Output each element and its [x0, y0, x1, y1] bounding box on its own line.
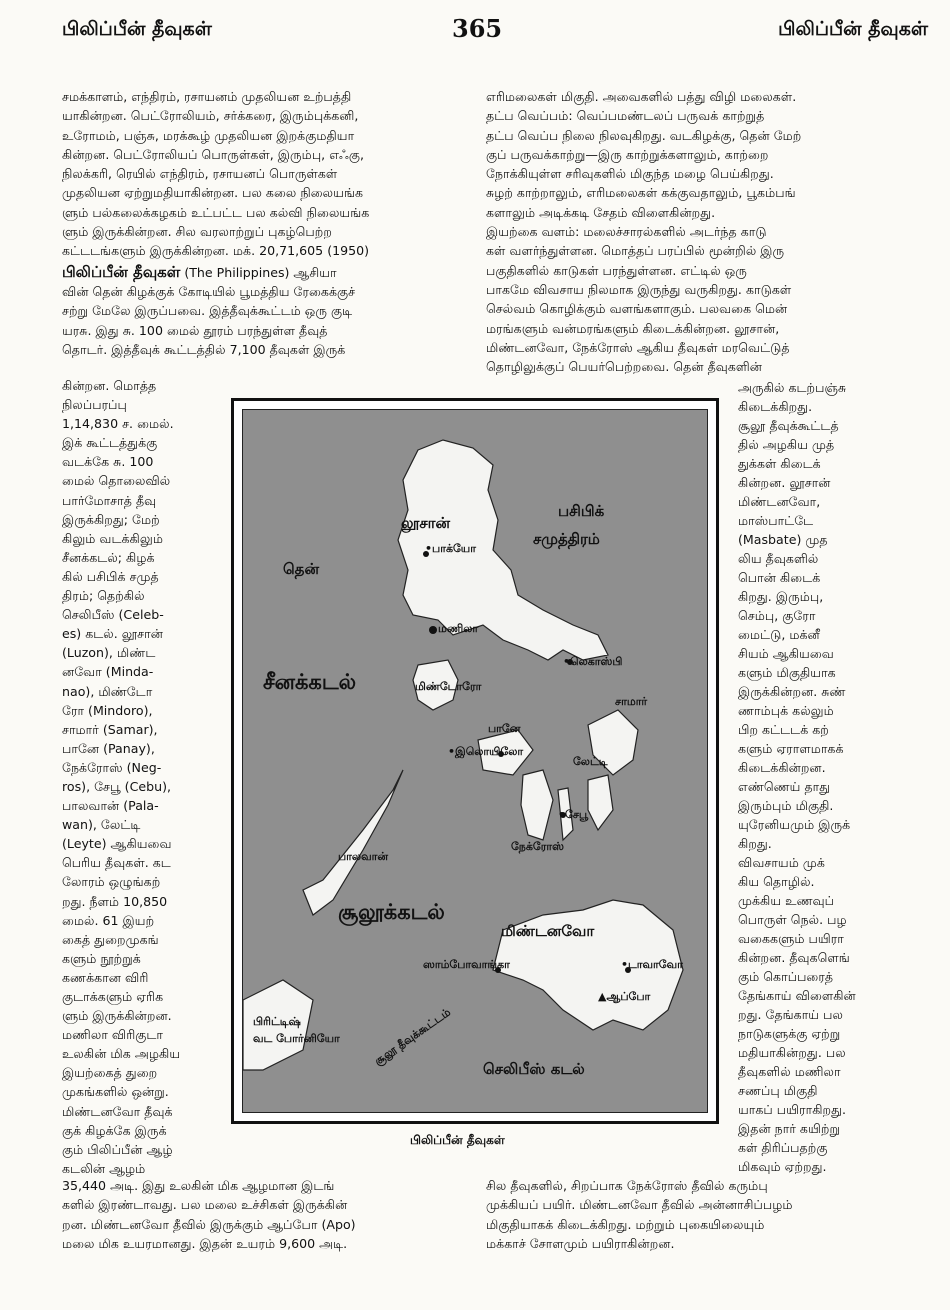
- text-line: இயற்கைத் துறை: [62, 1065, 158, 1081]
- text-line: துக்கள் கிடைக்: [738, 456, 821, 471]
- text-line: செம்பு, குரோ: [738, 608, 816, 623]
- text-line: கிடைக்கிறது.: [738, 399, 813, 414]
- text-line: ros), சேபூ (Cebu),: [62, 778, 172, 794]
- text-line: கள் திரிப்பதற்கு: [738, 1140, 828, 1155]
- text-line: எரிமலைகள் மிகுதி. அவைகளில் பத்து விழி மலைகள்.: [486, 89, 797, 104]
- text-line: பாலவான் (Pala-: [62, 798, 159, 814]
- text-line: மதியாகின்றது. பல: [738, 1045, 846, 1060]
- text-line: கட்டடங்களும் இருக்கின்றன. மக். 20,71,605 (1950): [62, 243, 370, 259]
- text-line: களாலும் அடிக்கடி சேதம் விளைகின்றது.: [486, 204, 716, 220]
- text-line: மிகுதியாகக் கிடைக்கிறது. மற்றும் புகையிலையும்: [486, 1216, 765, 1232]
- text-line: மணிலா விரிகுடா: [62, 1027, 164, 1043]
- text-line: கணக்கான விரி: [62, 969, 149, 985]
- label-iloilo: •இலொயிலோ: [448, 745, 524, 758]
- label-then: தென்: [283, 560, 319, 578]
- text-line: தீவுகளில் மணிலா: [738, 1064, 841, 1079]
- text-line: சுழற் காற்றாலும், எரிமலைகள் கக்குவதாலும், பூகம்பங்: [486, 185, 796, 201]
- text-line: கில் பசிபிக் சமுத்: [62, 568, 159, 584]
- text-line: மிண்டனவோ தீவுக்: [62, 1103, 173, 1119]
- label-sulu-sea: சூலூக்கடல்: [338, 900, 445, 924]
- label-ocean: சமுத்திரம்: [533, 530, 600, 548]
- manila-dot: [429, 626, 437, 634]
- text-line: சமக்காளம், எந்திரம், ரசாயனம் முதலியன உற்பத்தி: [62, 89, 352, 104]
- text-line: பெரிய தீவுகள். கட: [62, 855, 171, 871]
- label-luzon: லூசான்: [401, 514, 451, 532]
- text-line: தில் அழகிய முத்: [738, 437, 835, 452]
- column-2-top-text: [486, 87, 891, 376]
- text-line: கிலும் வடக்கிலும்: [62, 530, 163, 546]
- leyte-island: [588, 775, 613, 830]
- label-manila: மணிலா: [438, 622, 479, 635]
- text-line: களும் ஏராளமாகக்: [738, 741, 844, 756]
- text-line: நோக்கியுள்ள சரிவுகளில் மிகுந்த மழை பெய்கிறது.: [486, 166, 774, 182]
- text-line: es) கடல். லூசான்: [62, 626, 163, 642]
- label-legaspi: •லெகாஸ்பி: [563, 655, 623, 668]
- text-line: பொருள் நெல். பழ: [738, 912, 847, 927]
- text-line: எண்ணெய் தாது: [738, 779, 831, 794]
- text-line: இயற்கை வளம்: மலைச்சாரல்களில் அடர்ந்த காடு: [486, 224, 767, 240]
- text-line: நிலக்கரி, ரெயில் எந்திரம், ரசாயனப் பொருள்கள்: [62, 166, 338, 182]
- label-mindoro: மிண்டோரோ: [415, 680, 482, 693]
- text-line: வடக்கே சு. 100: [62, 454, 154, 470]
- text-line: நேக்ரோஸ் (Neg-: [62, 759, 162, 775]
- text-line: உரோமம், பஞ்சு, மரக்கூழ் முதலியன இறக்குமதியா: [62, 127, 355, 143]
- text-line: மலை மிக உயரமானது. இதன் உயரம் 9,600 அடி.: [62, 1235, 348, 1251]
- map-graphic: [243, 410, 708, 1113]
- text-line: கின்றன. தீவுகளெங்: [738, 950, 850, 965]
- text-line: (Luzon), மிண்ட: [62, 645, 156, 661]
- label-cebu: •சேபூ: [558, 808, 589, 821]
- text-line: முக்கிய உணவுப்: [738, 893, 835, 908]
- text-line: ளும் இருக்கின்றன. சில வரலாற்றுப் புகழ்பெற்ற: [62, 224, 332, 240]
- text-line: வகைகளும் பயிரா: [738, 931, 844, 946]
- text-line: றது. தேங்காய் பல: [738, 1007, 843, 1022]
- text-line: பாகமே விவசாய நிலமாக இருந்து வருகிறது. காடுகள்: [486, 281, 792, 297]
- text-line: பிற கட்டடக் கற்: [738, 722, 829, 737]
- label-bagio: •பாக்யோ: [425, 542, 476, 555]
- text-line: குக் கிழக்கே இருக்: [62, 1122, 167, 1138]
- map-panel: [242, 409, 708, 1113]
- text-line: உலகின் மிக அழகிய: [62, 1046, 181, 1062]
- text-line: சணப்பு மிகுதி: [738, 1083, 818, 1098]
- text-line: யாகப் பயிராகிறது.: [738, 1102, 847, 1117]
- text-line: தொழிலுக்குப் பெயர்பெற்றவை. தென் தீவுகளின்: [486, 359, 763, 375]
- text-line: னவோ (Minda-: [62, 664, 154, 680]
- text-line: கும் கொப்பரைத்: [738, 969, 834, 984]
- column-1-top-text: [62, 87, 470, 359]
- text-line: மக்காச் சோளமும் பயிராகின்றன.: [486, 1235, 675, 1251]
- text-line: ரோ (Mindoro),: [62, 702, 153, 718]
- text-line: கள் வளர்ந்துள்ளன. மொத்தப் பரப்பில் மூன்றில் இரு: [486, 243, 785, 259]
- text-line: இக் கூட்டத்துக்கு: [62, 435, 158, 451]
- text-line: பானே (Panay),: [62, 740, 155, 756]
- text-line: சாமார் (Samar),: [62, 721, 158, 737]
- text-line: சில தீவுகளில், சிறப்பாக நேக்ரோஸ் தீவில் கரும்பு: [486, 1178, 768, 1193]
- text-line: தொடர். இத்தீவுக் கூட்டத்தில் 7,100 தீவுகள் இருக்: [62, 341, 346, 357]
- text-line: 35,440 அடி. இது உலகின் மிக ஆழமான இடங்: [62, 1178, 335, 1193]
- text-line: யரசு. இது சு. 100 மைல் தூரம் பரந்துள்ள தீவுத்: [62, 322, 328, 338]
- text-line: இதன் நார் கயிற்று: [738, 1121, 840, 1136]
- text-line: தட்ப வெப்ப நிலை நிலவுகிறது. வடகிழக்கு, தென் மேற்: [486, 127, 802, 143]
- text-line: தட்ப வெப்பம்: வெப்பமண்டலப் பருவக் காற்றுத்: [486, 108, 765, 124]
- label-samar: சாமார்: [615, 695, 648, 708]
- philippines-map: [231, 398, 719, 1124]
- text-line: நாடுகளுக்கு ஏற்று: [738, 1026, 841, 1041]
- text-line: செல்வம் கொழிக்கும் வளங்களாகும். பலவகை மென்: [486, 301, 788, 317]
- label-davao: •டாவாவோ: [621, 958, 683, 971]
- column-1-bottom-text: [62, 1176, 470, 1253]
- text-line: கிய தொழில்.: [738, 874, 815, 889]
- text-line: நிலப்பரப்பு: [62, 397, 127, 413]
- text-line: கும் பிலிப்பீன் ஆழ்: [62, 1141, 173, 1157]
- label-apo: ▲ஆப்போ: [598, 990, 651, 1003]
- negros-island: [521, 770, 553, 840]
- label-leyte: லேட்டி: [573, 755, 608, 768]
- label-zamboanga: ஸாம்போவாங்கா: [423, 958, 510, 971]
- entry-headword: பிலிப்பீன் தீவுகள்: [62, 262, 181, 281]
- entry-lines: [62, 282, 470, 359]
- running-header-right: பிலிப்பீன் தீவுகள்: [778, 18, 928, 40]
- label-palawan: பாலவான்: [338, 850, 389, 863]
- map-caption: பிலிப்பீன் தீவுகள்: [410, 1133, 505, 1147]
- text-line: அருகில் கடற்பஞ்சு: [738, 380, 847, 395]
- text-line: இருக்கின்றன. சுண்: [738, 684, 846, 699]
- text-line: சீனக்கடல்; கிழக்: [62, 549, 155, 565]
- text-line: பார்மோசாத் தீவு: [62, 492, 157, 508]
- text-line: கிறது. இரும்பு,: [738, 589, 824, 604]
- text-line: லிய தீவுகளில்: [738, 551, 819, 566]
- running-header-left: பிலிப்பீன் தீவுகள்: [62, 18, 212, 40]
- text-line: மிகவும் ஏற்றது.: [738, 1159, 827, 1174]
- text-line: கின்றன. மொத்த: [62, 378, 157, 393]
- text-line: சியம் ஆகியவை: [738, 646, 834, 661]
- label-borneo-b: வட போர்னியோ: [253, 1032, 340, 1045]
- text-line: (Masbate) முத: [738, 532, 828, 547]
- text-line: திரம்; தெற்கில்: [62, 588, 145, 604]
- text-line: றது. நீளம் 10,850: [62, 893, 168, 909]
- text-line: தேங்காய் விளைகின்: [738, 988, 856, 1003]
- column-2-narrow-text: [738, 378, 891, 1176]
- label-negros: நேக்ரோஸ்: [511, 840, 564, 853]
- text-line: முகங்களில் ஒன்று.: [62, 1084, 169, 1100]
- label-mindanao: மிண்டனவோ: [501, 922, 595, 940]
- text-line: களும் மிகுதியாக: [738, 665, 836, 680]
- text-line: கிடைக்கின்றன.: [738, 760, 826, 775]
- text-line: யுரேனியமும் இருக்: [738, 817, 851, 832]
- text-line: முதலியன ஏற்றுமதியாகின்றன. பல கலை நிலையங்க: [62, 185, 364, 201]
- entry-headword-rest: (The Philippines) ஆசியா: [180, 264, 337, 280]
- text-line: குப் பருவக்காற்று—இரு காற்றுக்களாலும், காற்றை: [486, 146, 769, 162]
- text-line: மாஸ்பாட்டே: [738, 513, 814, 528]
- label-celebes-sea: செலிபீஸ் கடல்: [483, 1060, 585, 1078]
- text-line: மிண்டனவோ,: [738, 494, 821, 509]
- text-line: ணாம்புக் கல்லும்: [738, 703, 834, 718]
- text-line: மிண்டனவோ, நேக்ரோஸ் ஆகிய தீவுகள் மரவெட்டுத்: [486, 339, 790, 355]
- text-line: இருக்கிறது; மேற்: [62, 511, 160, 527]
- text-line: விவசாயம் முக்: [738, 855, 825, 870]
- text-line: பொன் கிடைக்: [738, 570, 821, 585]
- text-line: இரும்பும் மிகுதி.: [738, 798, 834, 813]
- entry-paragraph: [62, 263, 470, 282]
- text-line: கைத் துறைமுகங்: [62, 931, 159, 947]
- text-line: பகுதிகளில் காடுகள் பரந்துள்ளன. எட்டில் ஒரு: [486, 262, 747, 278]
- text-line: சற்று மேலே இருப்பவை. இத்தீவுக்கூட்டம் ஒரு குடி: [62, 303, 353, 319]
- text-line: செலிபீஸ் (Celeb-: [62, 607, 164, 623]
- label-sulu-arch: சூலூ தீவுக்கூட்டம்: [371, 1005, 453, 1068]
- page-number: 365: [452, 14, 503, 43]
- text-line: யாகின்றன. பெட்ரோலியம், சர்க்கரை, இரும்புக்கனி,: [62, 108, 359, 124]
- text-line: ளும் இருக்கின்றன.: [62, 1008, 172, 1024]
- label-china-sea: சீனக்கடல்: [263, 670, 357, 694]
- text-line: குடாக்களும் ஏரிக: [62, 989, 164, 1004]
- text-line: முக்கியப் பயிர். மிண்டனவோ தீவில் அன்னாசிப்பழம்: [486, 1197, 793, 1213]
- text-line: wan), லேட்டி: [62, 817, 141, 833]
- text-line: சூலூ தீவுக்கூட்டத்: [738, 418, 839, 433]
- text-line: 1,14,830 ச. மைல்.: [62, 416, 174, 432]
- label-borneo-a: பிரிட்டிஷ்: [253, 1015, 301, 1028]
- text-line: களில் இரண்டாவது. பல மலை உச்சிகள் இருக்கின்: [62, 1197, 348, 1213]
- paragraph-lines: [62, 87, 470, 261]
- text-line: மைல். 61 இயற்: [62, 912, 155, 928]
- text-line: மரங்களும் வன்மரங்களும் கிடைக்கின்றன. லூசான்,: [486, 320, 780, 336]
- text-line: மைட்டு, மக்னீ: [738, 627, 820, 642]
- text-line: களும் நூற்றுக்: [62, 950, 141, 966]
- column-1-narrow-text: [62, 376, 222, 1178]
- label-panay: பானே: [488, 722, 521, 735]
- text-line: (Leyte) ஆகியவை: [62, 836, 172, 852]
- column-2-bottom-text: [486, 1176, 891, 1253]
- text-line: கிறது.: [738, 836, 772, 851]
- text-line: கின்றன. லூசான்: [738, 475, 831, 490]
- text-line: மைல் தொலைவில்: [62, 473, 171, 489]
- text-line: கின்றன. பெட்ரோலியப் பொருள்கள், இரும்பு, எஃகு,: [62, 146, 365, 162]
- label-pacific: பசிபிக்: [558, 502, 605, 520]
- palawan-island: [303, 770, 403, 915]
- text-line: றன. மிண்டனவோ தீவில் இருக்கும் ஆப்போ (Apo): [62, 1216, 356, 1232]
- text-line: கடலின் ஆழம்: [62, 1160, 146, 1176]
- text-line: லோரம் ஒழுங்கற்: [62, 874, 161, 890]
- text-line: வின் தென் கிழக்குக் கோடியில் பூமத்திய ரேகைக்குச்: [62, 283, 356, 299]
- text-line: nao), மிண்டோ: [62, 683, 153, 699]
- text-line: ளும் பல்கலைக்கழகம் உட்பட்ட பல கல்வி நிலையங்க: [62, 204, 370, 220]
